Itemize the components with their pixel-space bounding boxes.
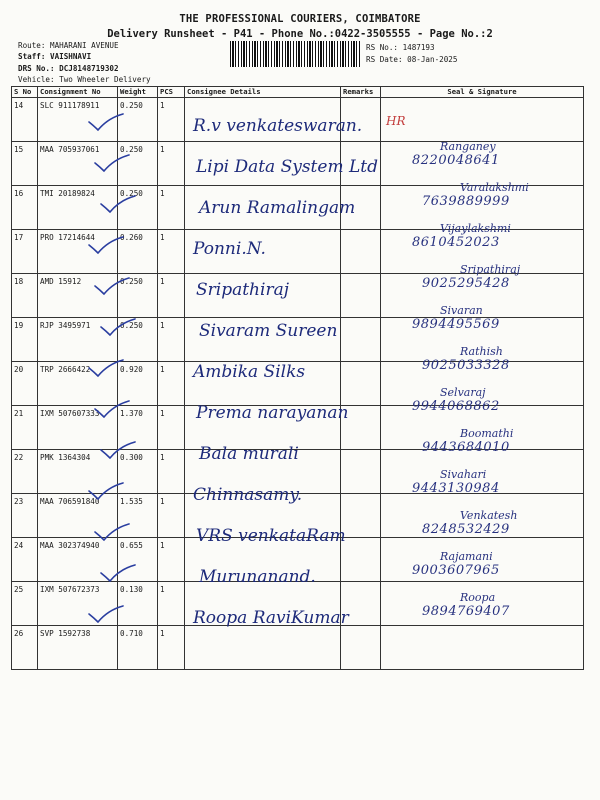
receiver-signature: Selvaraj bbox=[440, 386, 486, 399]
row-weight: 0.250 bbox=[118, 142, 158, 186]
row-consignment-no: MAA 706591840 bbox=[38, 494, 118, 538]
receiver-signature: Rathish bbox=[460, 345, 503, 358]
row-consignment-no: IXM 507607333 bbox=[38, 406, 118, 450]
check-mark-icon bbox=[98, 563, 138, 585]
receiver-signature: Rajamani bbox=[440, 550, 493, 563]
check-mark-icon bbox=[92, 522, 132, 544]
row-weight: 1.535 bbox=[118, 494, 158, 538]
row-sno: 18 bbox=[12, 274, 38, 318]
staff-label: Staff: VAISHNAVI bbox=[18, 52, 92, 61]
receiver-phone: 8248532429 bbox=[422, 522, 510, 537]
row-remarks-cell bbox=[341, 626, 381, 670]
receiver-signature: Sivaran bbox=[440, 304, 483, 317]
table-row bbox=[12, 626, 584, 670]
col-sno: S No bbox=[12, 87, 38, 98]
row-consignment-no: SLC 911178911 bbox=[38, 98, 118, 142]
row-weight: 0.710 bbox=[118, 626, 158, 670]
consignee-name-handwritten: Lipi Data System Ltd bbox=[196, 157, 378, 177]
receiver-phone: 9025033328 bbox=[422, 358, 510, 373]
row-weight: 1.370 bbox=[118, 406, 158, 450]
receiver-phone: 9944068862 bbox=[412, 399, 500, 414]
row-consignment-no: PRO 17214644 bbox=[38, 230, 118, 274]
rs-date: RS Date: 08-Jan-2025 bbox=[366, 55, 458, 64]
receiver-phone: 9003607965 bbox=[412, 563, 500, 578]
row-weight: 0.260 bbox=[118, 230, 158, 274]
row-remarks-cell bbox=[341, 274, 381, 318]
check-mark-icon bbox=[86, 481, 126, 503]
check-mark-icon bbox=[92, 153, 132, 175]
row-remarks-cell bbox=[341, 450, 381, 494]
row-remarks-cell bbox=[341, 230, 381, 274]
consignee-name-handwritten: Prema narayanan bbox=[196, 403, 349, 423]
row-sno: 21 bbox=[12, 406, 38, 450]
consignee-name-handwritten: Roopa RaviKumar bbox=[193, 608, 349, 628]
col-consignee: Consignee Details bbox=[185, 87, 341, 98]
check-mark-icon bbox=[92, 276, 132, 298]
consignee-name-handwritten: VRS venkataRam bbox=[196, 526, 346, 546]
row-sno: 25 bbox=[12, 582, 38, 626]
row-consignment-no: SVP 1592738 bbox=[38, 626, 118, 670]
drs-number: DRS No.: DCJ8148719302 bbox=[18, 64, 119, 73]
check-mark-icon bbox=[98, 194, 138, 216]
row-weight: 0.250 bbox=[118, 318, 158, 362]
row-pcs: 1 bbox=[158, 362, 185, 406]
check-mark-icon bbox=[86, 604, 126, 626]
company-title: THE PROFESSIONAL COURIERS, COIMBATORE bbox=[179, 13, 421, 25]
col-consignment: Consignment No bbox=[38, 87, 118, 98]
row-pcs: 1 bbox=[158, 186, 185, 230]
row-weight: 0.300 bbox=[118, 450, 158, 494]
row-sno: 16 bbox=[12, 186, 38, 230]
row-consignment-no: IXM 507672373 bbox=[38, 582, 118, 626]
col-pcs: PCS bbox=[158, 87, 185, 98]
check-mark-icon bbox=[98, 440, 138, 462]
row-sno: 15 bbox=[12, 142, 38, 186]
receiver-signature: Varalakshmi bbox=[460, 181, 529, 194]
col-weight: Weight bbox=[118, 87, 158, 98]
vehicle-label: Vehicle: Two Wheeler Delivery bbox=[18, 75, 151, 84]
row-signature-cell bbox=[381, 626, 584, 670]
consignee-name-handwritten: Ambika Silks bbox=[193, 362, 306, 382]
receiver-phone: 8220048641 bbox=[412, 153, 500, 168]
check-mark-icon bbox=[86, 235, 126, 257]
check-mark-icon bbox=[92, 399, 132, 421]
row-pcs: 1 bbox=[158, 142, 185, 186]
row-weight: 0.250 bbox=[118, 98, 158, 142]
barcode-image bbox=[230, 41, 360, 67]
table-header-row bbox=[12, 87, 584, 98]
row-pcs: 1 bbox=[158, 406, 185, 450]
row-weight: 0.655 bbox=[118, 538, 158, 582]
row-weight: 0.250 bbox=[118, 274, 158, 318]
row-pcs: 1 bbox=[158, 538, 185, 582]
receiver-signature: Roopa bbox=[460, 591, 496, 604]
row-remarks-cell bbox=[341, 494, 381, 538]
row-pcs: 1 bbox=[158, 318, 185, 362]
receiver-signature: Sripathiraj bbox=[460, 263, 521, 276]
row-pcs: 1 bbox=[158, 494, 185, 538]
rs-number: RS No.: 1487193 bbox=[366, 43, 435, 52]
consignee-name-handwritten: Sripathiraj bbox=[196, 280, 289, 300]
col-signature: Seal & Signature bbox=[381, 87, 584, 98]
row-consignment-no: MAA 705937061 bbox=[38, 142, 118, 186]
row-sno: 23 bbox=[12, 494, 38, 538]
check-mark-icon bbox=[86, 358, 126, 380]
row-consignment-no: RJP 3495971 bbox=[38, 318, 118, 362]
receiver-signature: Boomathi bbox=[460, 427, 514, 440]
row-consignment-no: TRP 2666422 bbox=[38, 362, 118, 406]
row-remarks-cell bbox=[341, 318, 381, 362]
consignee-name-handwritten: Chinnasamy. bbox=[193, 485, 303, 505]
receiver-phone: 7639889999 bbox=[422, 194, 510, 209]
row-remarks-cell bbox=[341, 538, 381, 582]
receiver-phone: 9443130984 bbox=[412, 481, 500, 496]
row-weight: 0.130 bbox=[118, 582, 158, 626]
row-remarks-cell bbox=[341, 362, 381, 406]
check-mark-icon bbox=[98, 317, 138, 339]
receiver-phone: 9443684010 bbox=[422, 440, 510, 455]
row-sno: 22 bbox=[12, 450, 38, 494]
runsheet-subtitle: Delivery Runsheet - P41 - Phone No.:0422-3505555 - Page No.:2 bbox=[107, 28, 493, 40]
consignee-name-handwritten: R.v venkateswaran. bbox=[193, 116, 363, 136]
receiver-signature: Sivahari bbox=[440, 468, 487, 481]
consignee-name-handwritten: Ponni.N. bbox=[193, 239, 266, 259]
row-consignment-no: TMI 20189824 bbox=[38, 186, 118, 230]
route-label: Route: MAHARANI AVENUE bbox=[18, 41, 119, 50]
row-pcs: 1 bbox=[158, 450, 185, 494]
consignee-name-handwritten: Arun Ramalingam bbox=[199, 198, 356, 218]
row-sno: 26 bbox=[12, 626, 38, 670]
row-signature-cell bbox=[381, 98, 584, 142]
row-consignee-cell bbox=[185, 626, 341, 670]
col-remarks: Remarks bbox=[341, 87, 381, 98]
row-sno: 19 bbox=[12, 318, 38, 362]
remark-annotation: HR bbox=[386, 114, 406, 128]
row-weight: 0.250 bbox=[118, 186, 158, 230]
row-pcs: 1 bbox=[158, 626, 185, 670]
row-sno: 17 bbox=[12, 230, 38, 274]
row-pcs: 1 bbox=[158, 230, 185, 274]
receiver-phone: 8610452023 bbox=[412, 235, 500, 250]
receiver-signature: Ranganey bbox=[440, 140, 496, 153]
row-sno: 24 bbox=[12, 538, 38, 582]
receiver-phone: 9894495569 bbox=[412, 317, 500, 332]
row-sno: 20 bbox=[12, 362, 38, 406]
receiver-signature: Venkatesh bbox=[460, 509, 518, 522]
row-sno: 14 bbox=[12, 98, 38, 142]
consignee-name-handwritten: Bala murali bbox=[199, 444, 299, 464]
row-consignment-no: MAA 302374940 bbox=[38, 538, 118, 582]
receiver-phone: 9025295428 bbox=[422, 276, 510, 291]
row-pcs: 1 bbox=[158, 582, 185, 626]
consignee-name-handwritten: Murunanand. bbox=[199, 567, 316, 587]
row-pcs: 1 bbox=[158, 274, 185, 318]
row-pcs: 1 bbox=[158, 98, 185, 142]
row-consignment-no: AMD 15912 bbox=[38, 274, 118, 318]
check-mark-icon bbox=[86, 112, 126, 134]
receiver-signature: Vijaylakshmi bbox=[440, 222, 511, 235]
receiver-phone: 9894769407 bbox=[422, 604, 510, 619]
row-weight: 0.920 bbox=[118, 362, 158, 406]
row-consignment-no: PMK 1364304 bbox=[38, 450, 118, 494]
consignee-name-handwritten: Sivaram Sureen bbox=[199, 321, 338, 341]
